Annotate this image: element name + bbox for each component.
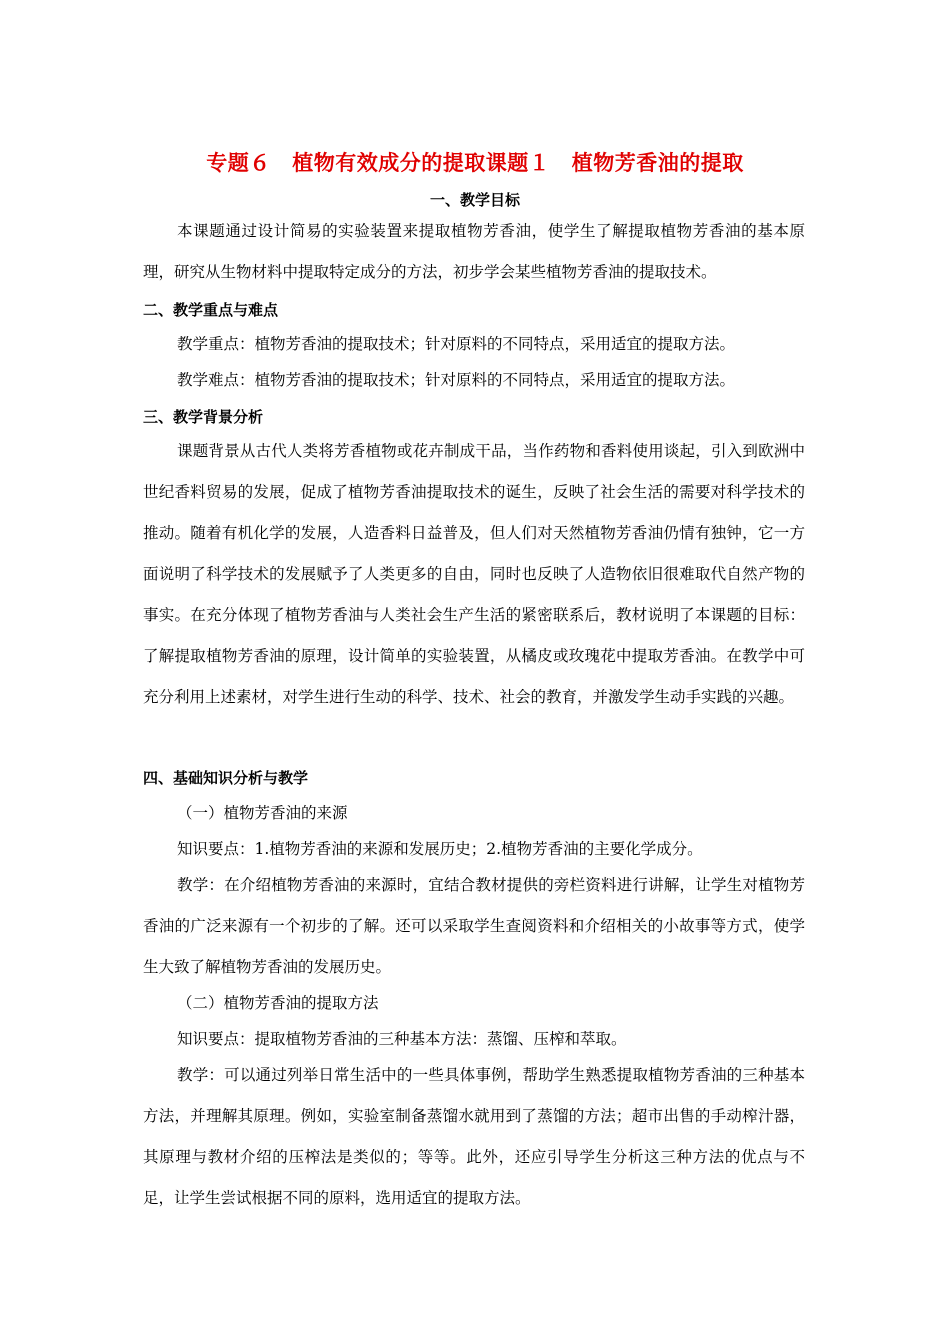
- difficulty-paragraph: 教学难点：植物芳香油的提取技术；针对原料的不同特点，采用适宜的提取方法。: [177, 371, 736, 389]
- background-paragraph: 课题背景从古代人类将芳香植物或花卉制成干品，当作药物和香料使用谈起，引入到欧洲中世纪香料贸易的发展，促成了植物芳香油提取技术的诞生，反映了社会生活的需要对科学技术的推动。随着有机化学的发展，人造香料日益普及，但人们对天然植物芳香油仍情有独钟，它一方面说明了科学技术的发展赋予了人类更多的自由，同时也反映了人造物依旧很难取代自然产物的事实。在充分体现了植物芳香油与人类社会生产生活的紧密联系后，教材说明了本课题的目标：了解提取植物芳香油的原理，设计简单的实验装置，从橘皮或玫瑰花中提取芳香油。在教学中可充分利用上述素材，对学生进行生动的科学、技术、社会的教育，并激发学生动手实践的兴趣。: [143, 442, 805, 706]
- section-heading-basic-knowledge: 四、基础知识分析与教学: [143, 769, 309, 787]
- teaching-paragraph-source: 教学：在介绍植物芳香油的来源时，宜结合教材提供的旁栏资料进行讲解，让学生对植物芳香油的广泛来源有一个初步的了解。还可以采取学生查阅资料和介绍相关的小故事等方式，使学生大致了解植物芳香油的发展历史。: [143, 876, 805, 976]
- objectives-paragraph: 本课题通过设计简易的实验装置来提取植物芳香油，使学生了解提取植物芳香油的基本原理，研究从生物材料中提取特定成分的方法，初步学会某些植物芳香油的提取技术。: [143, 222, 805, 281]
- teaching-paragraph-methods: 教学：可以通过列举日常生活中的一些具体事例，帮助学生熟悉提取植物芳香油的三种基本方法，并理解其原理。例如，实验室制备蒸馏水就用到了蒸馏的方法；超市出售的手动榨汁器，其原理与教材介绍的压榨法是类似的；等等。此外，还应引导学生分析这三种方法的优点与不足，让学生尝试根据不同的原料，选用适宜的提取方法。: [143, 1066, 805, 1207]
- subsection-heading-methods: （二）植物芳香油的提取方法: [177, 994, 379, 1012]
- section-heading-objectives: 一、教学目标: [429, 191, 520, 209]
- key-point-paragraph: 教学重点：植物芳香油的提取技术；针对原料的不同特点，采用适宜的提取方法。: [177, 335, 736, 353]
- document-title: 专题６ 植物有效成分的提取课题１ 植物芳香油的提取: [206, 150, 744, 175]
- section-heading-key-points: 二、教学重点与难点: [143, 301, 279, 319]
- section-heading-background: 三、教学背景分析: [143, 408, 264, 426]
- knowledge-points-source: 知识要点：1.植物芳香油的来源和发展历史；2.植物芳香油的主要化学成分。: [177, 840, 703, 858]
- subsection-heading-source: （一）植物芳香油的来源: [177, 804, 348, 822]
- knowledge-points-methods: 知识要点：提取植物芳香油的三种基本方法：蒸馏、压榨和萃取。: [177, 1030, 627, 1048]
